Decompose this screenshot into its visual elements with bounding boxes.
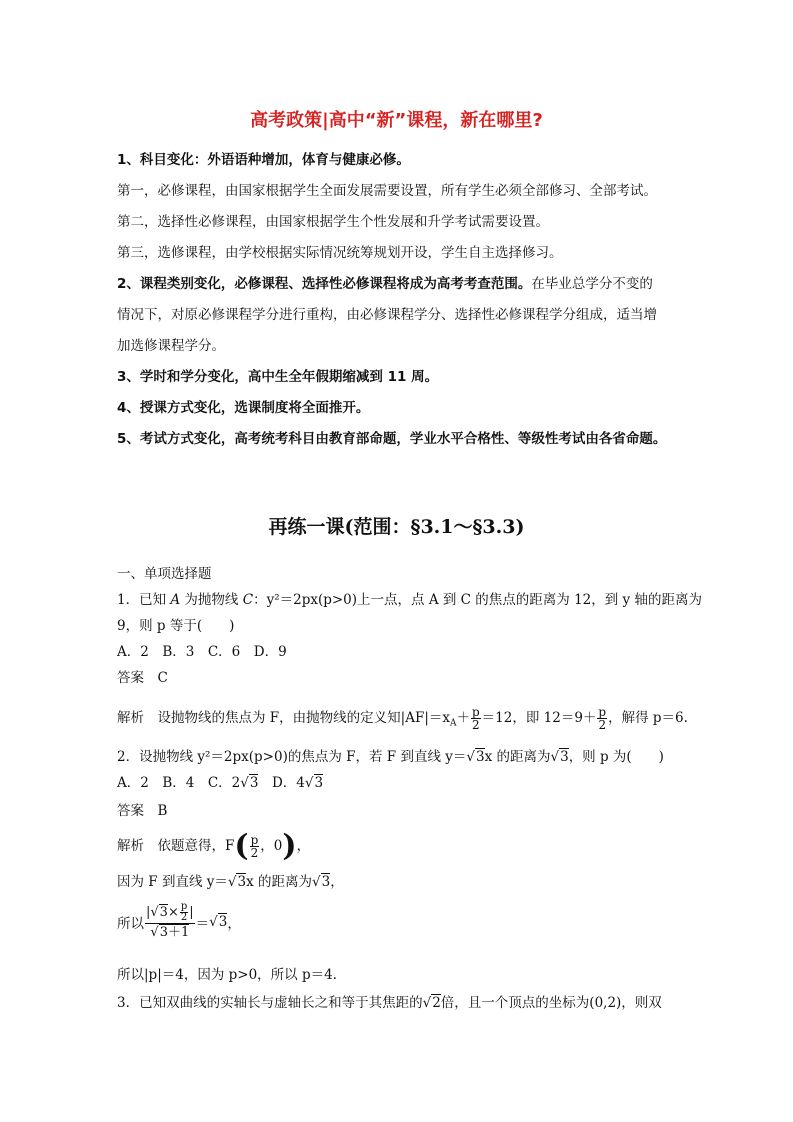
article-title: 高考政策|高中“新”课程，新在哪里? [250, 110, 543, 131]
q1-text-e: ：y²＝2px(p>0)上一点，点 A 到 C 的焦点的距离为 12，到 y 轴的距离为 [253, 592, 702, 608]
q1-line-1 [117, 587, 702, 613]
q1-text-a: 1．已知 [117, 592, 171, 608]
q1-frac-1-num: p [471, 705, 480, 719]
q3-text-b: 倍，且一个顶点的坐标为(0,2)，则双 [440, 995, 662, 1011]
q2-analysis: 解析 依题意得，F( $\frac{p}{2}$ ，0)， [117, 828, 311, 864]
q2-point-frac [250, 834, 260, 859]
q2-c-result-sqrt: 3 [218, 914, 228, 930]
q1-analysis-a: 解析 设抛物线的焦点为 F，由抛物线的定义知|AF|＝x [117, 710, 450, 726]
q1-text-c: 为抛物线 [180, 592, 243, 608]
q1-answer: 答案 C [117, 670, 168, 686]
point-2-bold: 2、课程类别变化，必修课程、选择性必修课程将成为高考考查范围。 [117, 276, 532, 292]
q2-line-1: 2．设抛物线 y²＝2px(p>0)的焦点为 F，若 F 到直线 y＝√3x 的距离为√3，则 p 为( ) [117, 749, 664, 765]
q1-frac-2-num: p [598, 705, 607, 719]
q1-analysis-d: ，解得 p＝6. [608, 710, 688, 726]
q2-options-sqrt-c: 3 [249, 775, 259, 791]
q1-options: A．2 B．3 C．6 D．9 [117, 644, 287, 660]
point-2 [117, 269, 687, 300]
q2-formula-line [117, 902, 241, 942]
q1-analysis-c: ＝12，即 12＝9＋ [481, 710, 597, 726]
point-1: 1、科目变化：外语语种增加，体育与健康必修。 [117, 152, 410, 168]
paragraph-first: 第一，必修课程，由国家根据学生全面发展需要设置，所有学生必须全部修习、全部考试。 [117, 183, 657, 199]
point-2-cont-1: 情况下，对原必修课程学分进行重构，由必修课程学分、选择性必修课程学分组成，适当增 [117, 307, 657, 323]
exercise-section [117, 561, 702, 691]
paragraph-second: 第二，选择性必修课程，由国家根据学生个性发展和升学考试需要设置。 [117, 214, 549, 230]
q2-answer: 答案 B [117, 803, 168, 819]
q2-text-c: ，则 p 为( ) [568, 749, 664, 765]
q2-options: A．2 B．4 C．2√3 D．4√3 [117, 775, 324, 791]
q1-var-c: C [242, 592, 254, 608]
point-2-rest: 在毕业总学分不变的 [531, 276, 653, 292]
q2-b3: ， [330, 874, 344, 890]
q1-frac-2 [597, 706, 607, 731]
q2-c-result: √3 [209, 914, 228, 930]
q1-frac-2-den: 2 [598, 718, 607, 732]
q3-sqrt: 2 [432, 995, 441, 1011]
q1-analysis-b: ＋ [456, 710, 470, 726]
point-2-cont-2: 加选修课程学分。 [117, 338, 225, 354]
close-paren-icon: ) [282, 828, 297, 864]
q1-frac-1 [471, 706, 481, 731]
point-3: 3、学时和学分变化，高中生全年假期缩减到 11 周。 [117, 369, 439, 385]
q2-sqrt-b: 3 [560, 749, 569, 765]
q2-options-a: A．2 B．4 C．2 [117, 775, 241, 791]
q2-text-b: x 的距离为 [484, 749, 551, 765]
q2-c-eq: ＝ [195, 916, 210, 932]
q2-point-y: 0 [273, 838, 283, 854]
q2-c-sqrt: 3 [159, 905, 168, 920]
q2-distance-line: 因为 F 到直线 y＝√3x 的距离为√3， [117, 874, 344, 890]
q2-options-sqrt-d: 3 [314, 775, 324, 791]
q2-inner-frac-den: 2 [180, 912, 188, 923]
q2-point-frac-num: p [250, 833, 259, 847]
q2-c-times: × [167, 905, 179, 920]
category-heading: 一、单项选择题 [117, 566, 212, 582]
q1-line-2: 9，则 p 等于( ) [117, 618, 235, 634]
q2-b1: 因为 F 到直线 y＝ [117, 874, 228, 890]
q2-conclusion: 所以|p|＝4，因为 p>0，所以 p＝4. [117, 967, 337, 983]
q2-c-prefix: 所以 [117, 916, 144, 932]
q2-b-sqrt-b: 3 [321, 874, 331, 890]
q3-text-a: 3．已知双曲线的实轴长与虚轴长之和等于其焦距的 [117, 995, 423, 1011]
q1-analysis [117, 706, 688, 731]
q2-text-a: 2．设抛物线 y²＝2px(p>0)的焦点为 F，若 F 到直线 y＝ [117, 749, 467, 765]
open-paren-icon: ( [234, 828, 249, 864]
q2-sqrt-a: 3 [475, 749, 485, 765]
q2-analysis-end: ， [296, 838, 311, 854]
q2-big-frac [145, 902, 195, 942]
point-4: 4、授课方式变化，选课制度将全面推开。 [117, 400, 370, 416]
q2-big-frac-num: |√3× $\frac{p}{2}$ | [146, 901, 194, 923]
q2-b-sqrt-a: 3 [237, 874, 247, 890]
q3-line-1: 3．已知双曲线的实轴长与虚轴长之和等于其焦距的√2倍，且一个顶点的坐标为(0,2)，则双 [117, 995, 662, 1011]
q2-inner-frac [180, 902, 188, 923]
policy-section [117, 145, 687, 455]
q1-analysis-sub: A [449, 718, 457, 729]
q2-analysis-a: 解析 依题意得，F [117, 838, 235, 854]
q2-inner-frac-num: p [180, 901, 188, 912]
point-5: 5、考试方式变化，高考统考科目由教育部命题，学业水平合格性、等级性考试由各省命题。 [117, 431, 667, 447]
paragraph-third: 第三，选修课程，由学校根据实际情况统筹规划开设，学生自主选择修习。 [117, 245, 563, 261]
q2-c-end: ， [227, 916, 241, 932]
q1-var-a: A [170, 592, 181, 608]
q2-point-frac-den: 2 [250, 846, 259, 860]
q1-frac-1-den: 2 [472, 718, 480, 732]
q2-b2: x 的距离为 [246, 874, 312, 890]
exercise-title: 再练一课(范围：§3.1～§3.3) [268, 516, 525, 538]
q2-big-frac-den: √3＋1 [150, 925, 190, 940]
q2-c-den-sqrt: 3＋1 [159, 925, 190, 940]
q2-options-b: D．4 [258, 775, 305, 791]
